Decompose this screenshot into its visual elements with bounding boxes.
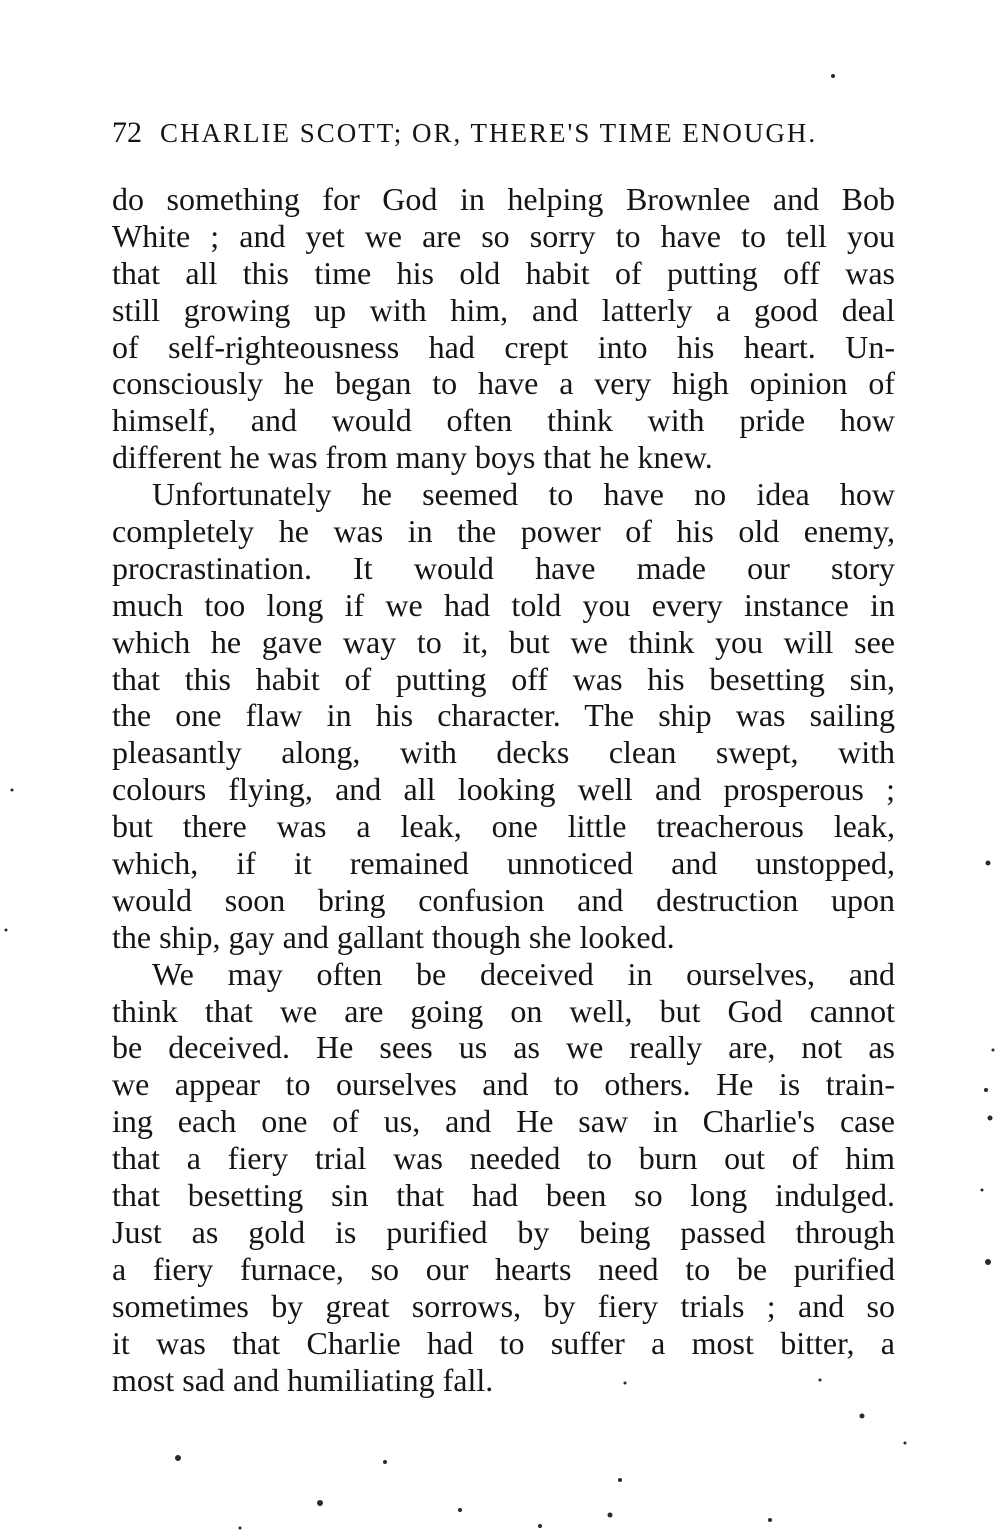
text-line: but there was a leak, one little treacherous leak, <box>112 808 895 845</box>
text-line: the ship, gay and gallant though she looked. <box>112 918 675 955</box>
text-line: still growing up with him, and latterly a good deal <box>112 291 895 328</box>
text-line: the one flaw in his character. The ship was sailing <box>112 697 895 734</box>
text-line: much too long if we had told you every instance in <box>112 586 895 623</box>
page-header <box>112 113 902 153</box>
text-line: procrastination. It would have made our story <box>112 549 895 586</box>
text-line: which he gave way to it, but we think you will see <box>112 623 895 660</box>
text-line: himself, and would often think with pride how <box>112 402 895 439</box>
text-line: most sad and humiliating fall. <box>112 1361 494 1398</box>
text-line: colours flying, and all looking well and prosperous ; <box>112 771 895 808</box>
page-number: 72 <box>112 116 142 149</box>
text-line: that besetting sin that had been so long indulged. <box>112 1177 895 1214</box>
text-line: that a fiery trial was needed to burn out of him <box>112 1140 895 1177</box>
body-text <box>112 181 895 1398</box>
text-line: Just as gold is purified by being passed through <box>112 1213 895 1250</box>
text-line: sometimes by great sorrows, by fiery trials ; and so <box>112 1287 895 1324</box>
text-line: do something for God in helping Brownlee and Bob <box>112 181 895 217</box>
text-line: would soon bring confusion and destruction upon <box>112 881 895 918</box>
text-line: White ; and yet we are so sorry to have to tell you <box>112 217 895 254</box>
text-line: which, if it remained unnoticed and unstopped, <box>112 845 895 882</box>
text-line: it was that Charlie had to suffer a most bitter, a <box>112 1324 895 1361</box>
text-line: a fiery furnace, so our hearts need to be purified <box>112 1250 895 1287</box>
text-line: think that we are going on well, but God cannot <box>112 992 895 1029</box>
text-line: of self-righteousness had crept into his heart. Un- <box>112 328 895 365</box>
text-line: we appear to ourselves and to others. He is train- <box>112 1066 895 1103</box>
text-line: different he was from many boys that he knew. <box>112 439 713 476</box>
text-line: be deceived. He sees us as we really are, not as <box>112 1029 895 1066</box>
text-line: consciously he began to have a very high opinion of <box>112 365 895 402</box>
paragraph-start-line: Unfortunately he seemed to have no idea how <box>152 476 895 513</box>
paragraph-start-line: We may often be deceived in ourselves, and <box>152 955 895 992</box>
text-line: completely he was in the power of his old enemy, <box>112 513 895 550</box>
text-line: ing each one of us, and He saw in Charlie's case <box>112 1103 895 1140</box>
text-line: that this habit of putting off was his besetting sin, <box>112 660 895 697</box>
text-line: pleasantly along, with decks clean swept, with <box>112 734 895 771</box>
text-line: that all this time his old habit of putting off was <box>112 254 895 291</box>
running-head: CHARLIE SCOTT; OR, THERE'S TIME ENOUGH. <box>160 118 818 148</box>
